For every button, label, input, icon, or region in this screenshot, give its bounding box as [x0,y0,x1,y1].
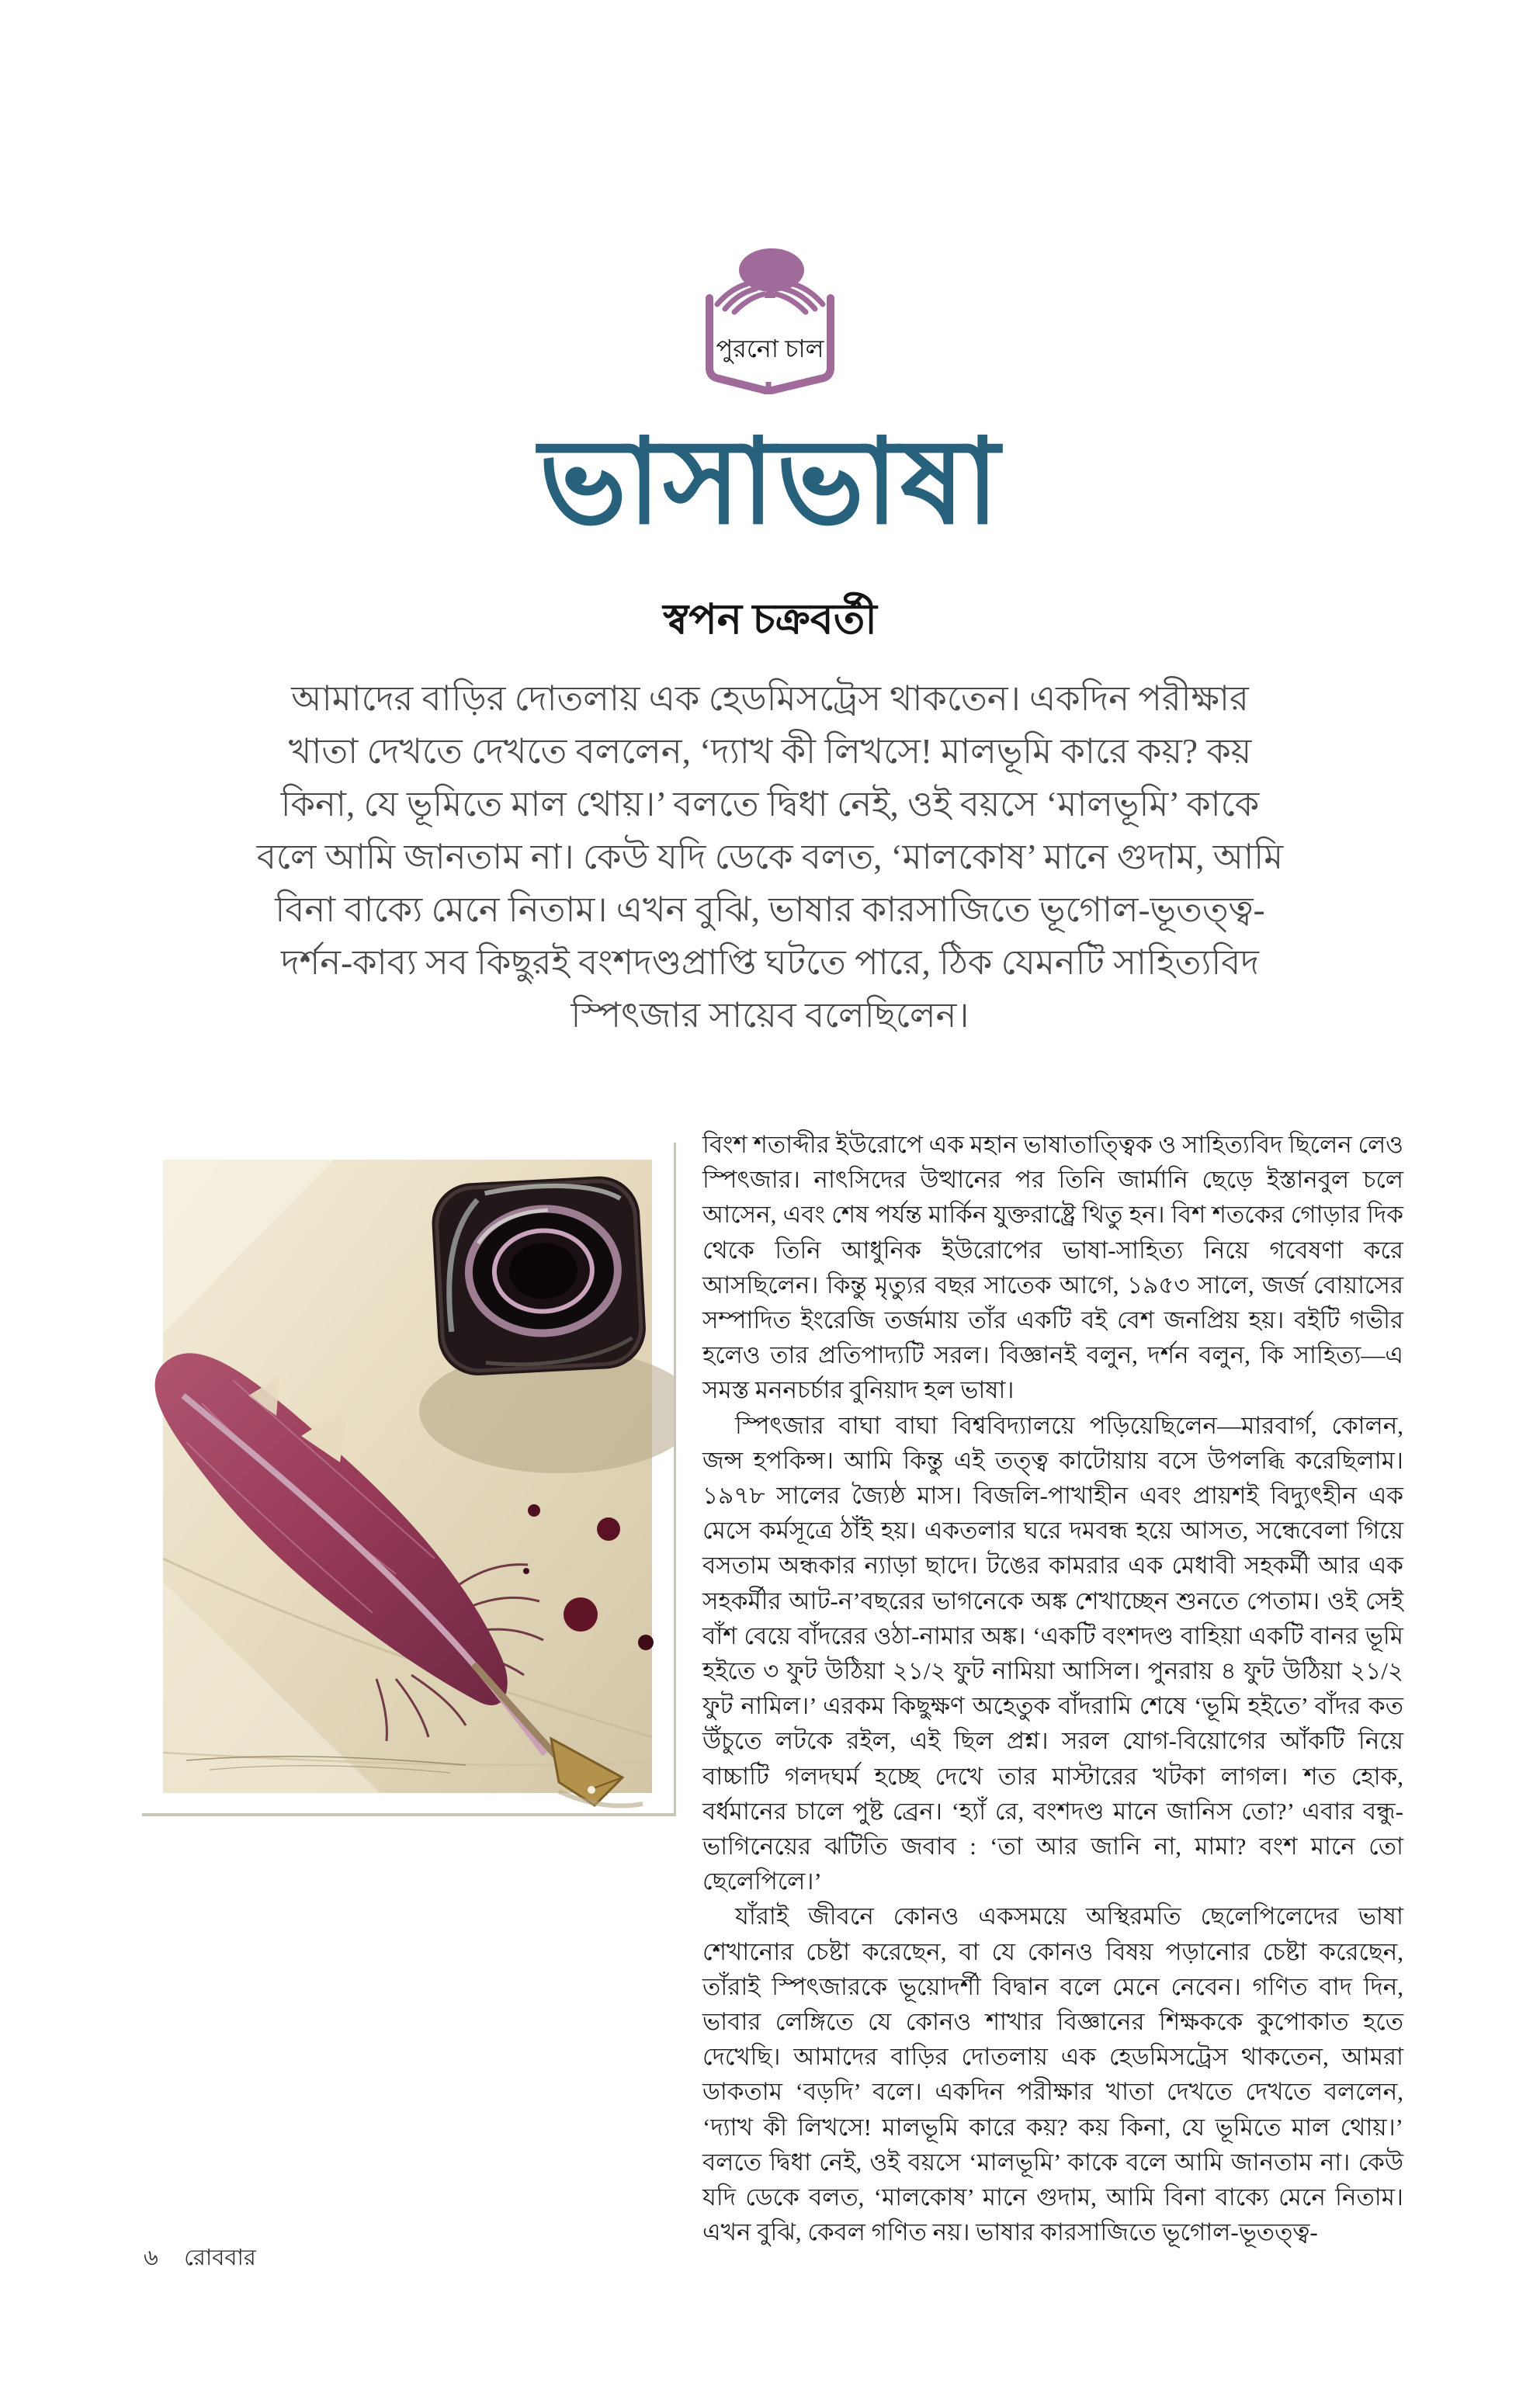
article-body [702,1127,1403,2250]
body-paragraph: যাঁরাই জীবনে কোনও একসময়ে অস্থিরমতি ছেলেপিলেদের ভাষা শেখানোর চেষ্টা করেছেন, বা যে কোনও বিষয় পড়ানোর চেষ্টা করেছেন, তাঁরাই স্পিৎজারকে ভূয়োদর্শী বিদ্বান বলে মেনে নেবেন। গণিত বাদ দিন, ভাবার লেঙ্গিতে যে কোনও শাখার বিজ্ঞানের শিক্ষককে কুপোকাত হতে দেখেছি। আমাদের বাড়ির দোতলায় এক হেডমিসট্রেস থাকতেন, আমরা ডাকতাম ‘বড়দি’ বলে। একদিন পরীক্ষার খাতা দেখতে দেখতে বললেন, ‘দ্যাখ কী লিখসে! মালভূমি কারে কয়? কয় কিনা, যে ভূমিতে মাল থোয়।’ বলতে দ্বিধা নেই, ওই বয়সে ‘মালভূমি’ কাকে বলে আমি জানতাম না। কেউ যদি ডেকে বলত, ‘মালকোষ’ মানে গুদাম, আমি বিনা বাক্যে মেনে নিতাম। এখন বুঝি, কেবল গণিত নয়। ভাষার কারসাজিতে ভূগোল-ভূতত্ত্ব- [702,1902,1403,2246]
lede-line: স্পিৎজার সায়েব বলেছিলেন। [571,996,969,1035]
body-paragraph: স্পিৎজার বাঘা বাঘা বিশ্ববিদ্যালয়ে পড়িয়েছিলেন—মারবার্গ, কোলন, জন্স হপকিন্স। আমি কিন্তু এই তত্ত্ব কাটোয়ায় বসে উপলব্ধি করেছিলাম। ১৯৭৮ সালের জ্যৈষ্ঠ মাস। বিজলি-পাখাহীন এবং প্রায়শই বিদ্যুৎহীন এক মেসে কর্মসূত্রে ঠাঁই হয়। একতলার ঘরে দমবন্ধ হয়ে আসত, সন্ধেবেলা গিয়ে বসতাম অন্ধকার ন্যাড়া ছাদে। টঙের কামরার এক মেধাবী সহকর্মী আর এক সহকর্মীর আট-ন’বছরের ভাগনেকে অঙ্ক শেখাচ্ছেন শুনতে পেতাম। ওই সেই বাঁশ বেয়ে বাঁদরের ওঠা-নামার অঙ্ক। ‘একটি বংশদণ্ড বাহিয়া একটি বানর ভূমি হইতে ৩ ফুট উঠিয়া ২১/২ ফুট নামিয়া আসিল। পুনরায় ৪ ফুট উঠিয়া ২১/২ ফুট নামিল।’ এরকম কিছুক্ষণ অহেতুক বাঁদরামি শেষে ‘ভূমি হইতে’ বাঁদর কত উঁচুতে লটকে রইল, এই ছিল প্রশ্ন। সরল যোগ-বিয়োগের আঁকটি নিয়ে বাচ্চাটি গলদঘর্ম হচ্ছে দেখে তার মাস্টারের খটকা লাগল। শত হোক, বর্ধমানের চালে পুষ্ট ব্রেন। ‘হ্যাঁ রে, বংশদণ্ড মানে জানিস তো?’ এবার বন্ধু-ভাগিনেয়ের ঝটিতি জবাব : ‘তা আর জানি না, মামা? বংশ মানে তো ছেলেপিলে।’ [702,1411,1403,1895]
quill-ink-photo [140,1139,674,1813]
lede-line: খাতা দেখতে দেখতে বললেন, ‘দ্যাখ কী লিখসে! মালভূমি কারে কয়? কয় [288,732,1252,771]
page-title: ভাসাভাষা [539,418,1001,548]
section-masthead [0,239,1540,394]
lede-line: বিনা বাক্যে মেনে নিতাম। এখন বুঝি, ভাষার কারসাজিতে ভূগোল-ভূতত্ত্ব- [275,890,1265,929]
lede-line: কিনা, যে ভূমিতে মাল থোয়।’ বলতে দ্বিধা নেই, ওই বয়সে ‘মালভূমি’ কাকে [280,785,1260,824]
page-number: ৬ [144,2246,158,2270]
quill-ink-illustration [140,1139,674,1813]
purono-chal-logo-icon [691,239,849,394]
logo-label: পুরনো চাল [716,335,824,362]
lede-line: দর্শন-কাব্য সব কিছুরই বংশদণ্ডপ্রাপ্তি ঘটতে পারে, ঠিক যেমনটি সাহিত্যবিদ [281,943,1259,982]
lede-line: বলে আমি জানতাম না। কেউ যদি ডেকে বলত, ‘মালকোষ’ মানে গুদাম, আমি [256,838,1284,876]
author-name: স্বপন চক্রবর্তী [663,596,877,643]
body-paragraph: বিংশ শতাব্দীর ইউরোপে এক মহান ভাষাতাত্ত্বিক ও সাহিত্যবিদ ছিলেন লেও স্পিৎজার। নাৎসিদের উত্থানের পর তিনি জার্মানি ছেড়ে ইস্তানবুল চলে আসেন, এবং শেষ পর্যন্ত মার্কিন যুক্তরাষ্ট্রে থিতু হন। বিশ শতকের গোড়ার দিক থেকে তিনি আধুনিক ইউরোপের ভাষা-সাহিত্য নিয়ে গবেষণা করে আসছিলেন। কিন্তু মৃত্যুর বছর সাতেক আগে, ১৯৫৩ সালে, জর্জ বোয়াসের সম্পাদিত ইংরেজি তর্জমায় তাঁর একটি বই বেশ জনপ্রিয় হয়। বইটি গভীর হলেও তার প্রতিপাদ্যটি সরল। বিজ্ঞানই বলুন, দর্শন বলুন, কি সাহিত্য—এ সমস্ত মননচর্চার বুনিয়াদ হল ভাষা। [702,1131,1403,1404]
magazine-name: রোববার [184,2246,256,2270]
lede-paragraph [165,672,1375,1042]
lede-line: আমাদের বাড়ির দোতলায় এক হেডমিসট্রেস থাকতেন। একদিন পরীক্ষার [291,679,1249,718]
page-footer [144,2240,256,2278]
